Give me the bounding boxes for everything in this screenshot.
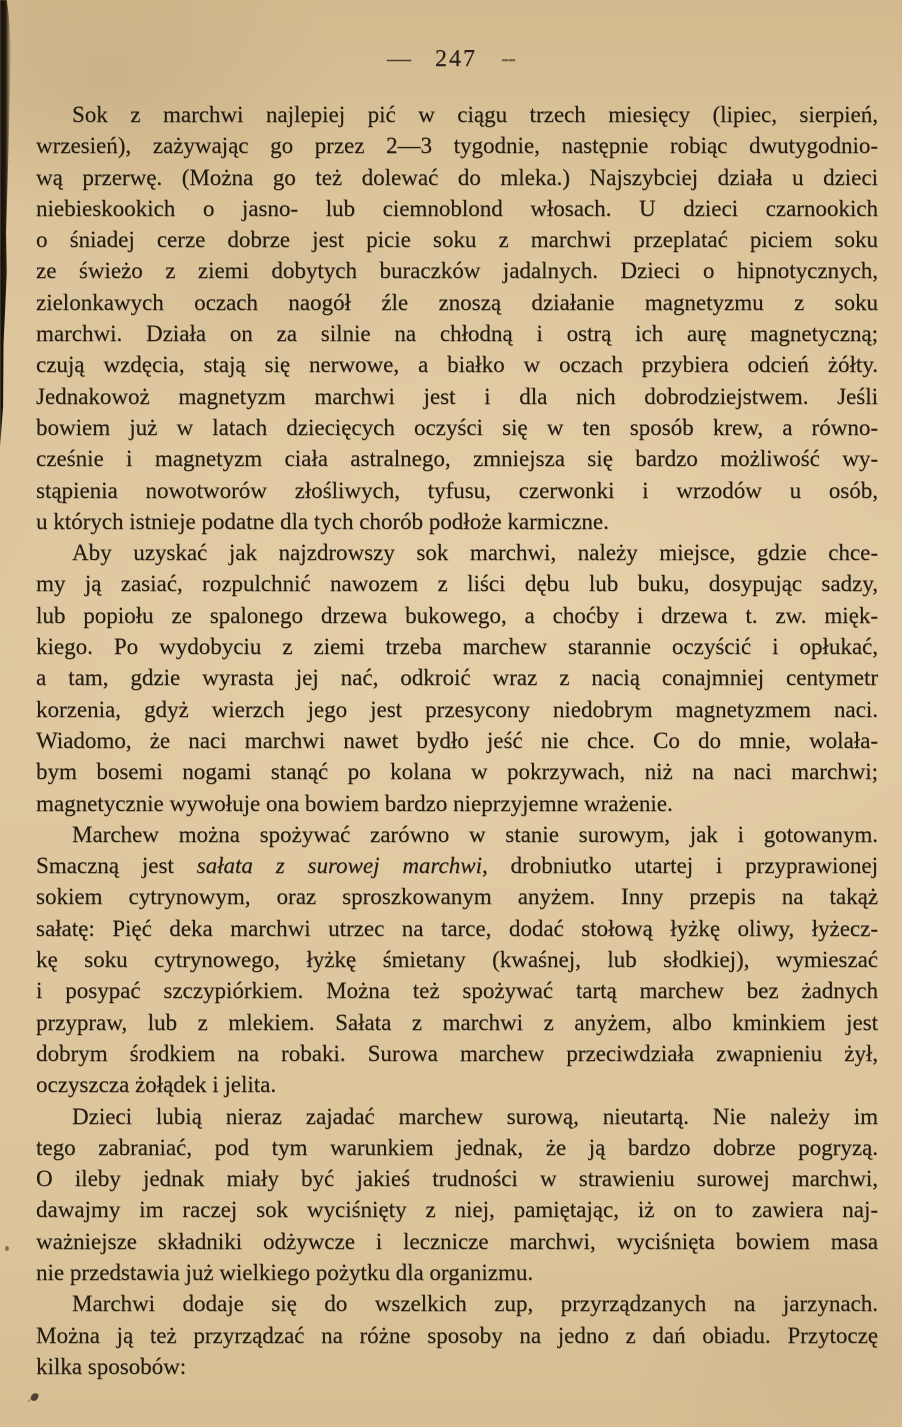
header-dash-left: — — [387, 46, 411, 72]
paragraph-5 — [36, 1288, 878, 1382]
text-line: Sok z marchwi najlepiej pić w ciągu trzech miesięcy (lipiec, sierpień, — [72, 102, 878, 127]
text-line: o śniadej cerze dobrze jest picie soku z marchwi przeplatać piciem soku — [36, 227, 878, 253]
ink-speck — [5, 1246, 9, 1251]
text-line: dawajmy im raczej sok wyciśnięty z niej, pamiętając, iż on to zawiera naj- — [36, 1197, 878, 1223]
text-line: magnetycznie wywołuje ona bowiem bardzo nieprzyjemne wrażenie. — [36, 790, 673, 816]
text-line: a tam, gdzie wyrasta jej nać, odkroić wraz z nacią conajmniej centymetr — [36, 665, 878, 691]
text-line: Marchew można spożywać zarówno w stanie surowym, jak i gotowanym. — [72, 821, 878, 847]
body-text — [36, 99, 878, 1382]
text-line: i posypać szczypiórkiem. Można też spożywać tartą marchew bez żadnych — [36, 978, 878, 1004]
paragraph-3 — [36, 819, 878, 1101]
text-line: Marchwi dodaje się do wszelkich zup, przyrządzanych na jarzynach. — [72, 1291, 878, 1317]
text-line: tego zabraniać, pod tym warunkiem jednak, że ją bardzo dobrze pogryzą. — [36, 1134, 878, 1160]
ink-speck — [30, 1392, 39, 1402]
text-segment: Smaczną jest — [36, 853, 197, 879]
text-line: Można ją też przyrządzać na różne sposoby na jedno z dań obiadu. Przytoczę — [36, 1322, 878, 1348]
text-line: nie przedstawia już wielkiego pożytku dla organizmu. — [36, 1259, 534, 1285]
text-line: dobrym środkiem na robaki. Surowa marchew przeciwdziała zwapnieniu żył, — [36, 1040, 878, 1066]
text-line: bym bosemi nogami stanąć po kolana w pokrzywach, niż na naci marchwi; — [36, 759, 878, 785]
text-line: sałatę: Pięć deka marchwi utrzec na tarce, dodać stołową łyżkę oliwy, łyżecz- — [36, 915, 878, 941]
text-line: sokiem cytrynowym, oraz sproszkowanym anyżem. Inny przepis na takąż — [36, 884, 878, 910]
text-line: Dzieci lubią nieraz zajadać marchew surową, nieutartą. Nie należy im — [72, 1103, 878, 1129]
text-line: cześnie i magnetyzm ciała astralnego, zmniejsza się bardzo możliwość wy- — [36, 446, 878, 472]
text-segment: , drobniutko utartej i przyprawionej — [481, 853, 878, 879]
text-line: czują wzdęcia, stają się nerwowe, a białko w oczach przybiera odcień żółty. — [36, 352, 878, 378]
text-line: O ileby jednak miały być jakieś trudności w strawieniu surowej marchwi, — [36, 1166, 878, 1192]
text-line: kiego. Po wydobyciu z ziemi trzeba marchew starannie oczyścić i opłukać, — [36, 634, 878, 660]
header-dash-right: -- — [501, 46, 515, 72]
paragraph-1 — [36, 99, 878, 537]
text-line: oczyszcza żołądek i jelita. — [36, 1072, 277, 1098]
text-line: ze świeżo z ziemi dobytych buraczków jadalnych. Dzieci o hipnotycznych, — [36, 258, 878, 284]
text-line: Aby uzyskać jak najzdrowszy sok marchwi, należy miejsce, gdzie chce- — [72, 540, 878, 566]
text-line: korzenia, gdyż wierzch jego jest przesycony niedobrym magnetyzmem naci. — [36, 696, 878, 722]
text-line: u których istnieje podatne dla tych chorób podłoże karmiczne. — [36, 508, 609, 534]
text-line: niebieskookich o jasno- lub ciemnoblond włosach. U dzieci czarnookich — [36, 195, 878, 221]
page-number: 247 — [435, 46, 477, 72]
paragraph-4 — [36, 1101, 878, 1289]
text-line: zielonkawych oczach naogół źle znoszą działanie magnetyzmu z soku — [36, 289, 878, 315]
text-line: my ją zasiać, rozpulchnić nawozem z liści dębu lub buku, dosypując sadzy, — [36, 571, 878, 597]
text-line — [36, 850, 878, 881]
text-line: marchwi. Działa on za silnie na chłodną i ostrą ich aurę magnetyczną; — [36, 321, 878, 347]
page-header — [0, 45, 902, 73]
italic-phrase: sałata z surowej marchwi — [196, 853, 482, 879]
text-line: Jednakowoż magnetyzm marchwi jest i dla nich dobrodziejstwem. Jeśli — [36, 383, 878, 409]
text-line: ważniejsze składniki odżywcze i lecznicze marchwi, wyciśnięta bowiem masa — [36, 1228, 878, 1254]
text-line: wą przerwę. (Można go też dolewać do mleka.) Najszybciej działa u dzieci — [36, 164, 878, 190]
text-line: wrzesień), zażywając go przez 2—3 tygodnie, następnie robiąc dwutygodnio- — [36, 133, 878, 159]
text-line: Wiadomo, że naci marchwi nawet bydło jeść nie chce. Co do mnie, wolała- — [36, 727, 878, 753]
text-line: bowiem już w latach dziecięcych oczyści się w ten sposób krew, a równo- — [36, 414, 878, 440]
text-line: stąpienia nowotworów złośliwych, tyfusu, czerwonki i wrzodów u osób, — [36, 477, 878, 503]
text-line: przypraw, lub z mlekiem. Sałata z marchwi z anyżem, albo kminkiem jest — [36, 1009, 878, 1035]
text-line: kilka sposobów: — [36, 1353, 187, 1379]
text-line: lub popiołu ze spalonego drzewa bukowego, a choćby i drzewa t. zw. mięk- — [36, 602, 878, 628]
text-line: kę soku cytrynowego, łyżkę śmietany (kwaśnej, lub słodkiej), wymieszać — [36, 947, 878, 973]
paragraph-2 — [36, 537, 878, 819]
